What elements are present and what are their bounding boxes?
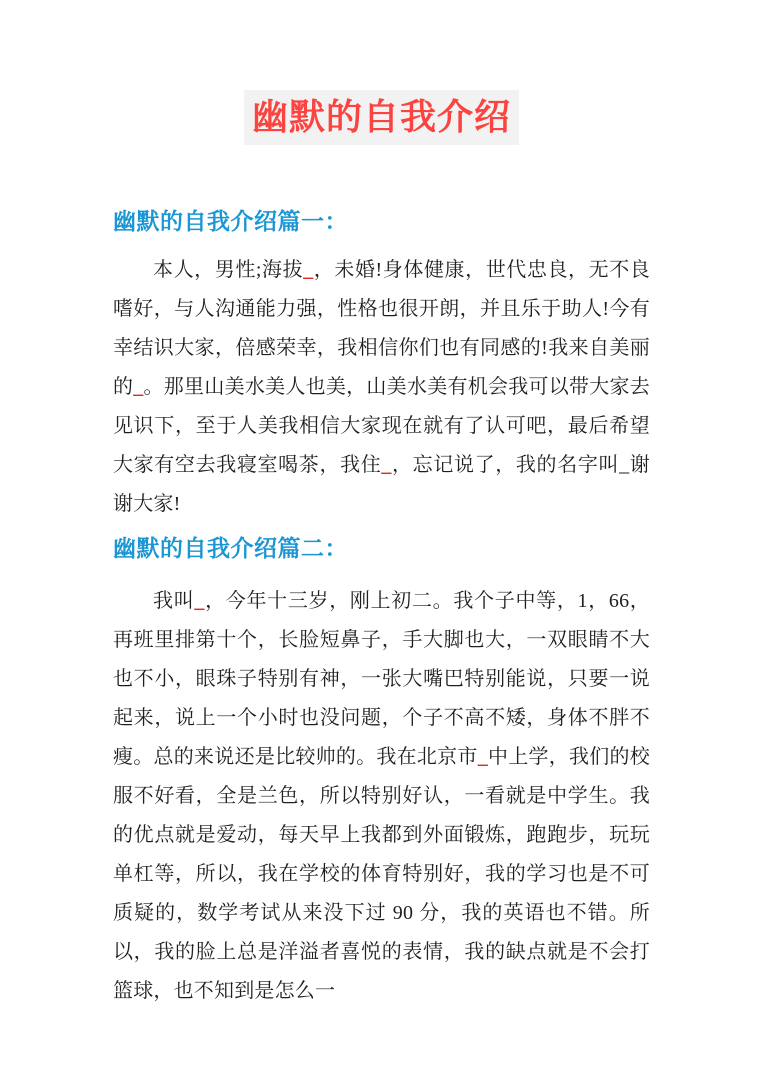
text-segment: ，未婚!身体健康，世代忠良，无不良嗜好，与人沟通能力强，性格也很开朗，并且乐于助人!今有幸结识大家，倍感荣幸，我相信你们也有同感的!我来自美丽的 xyxy=(113,259,650,398)
page-title: 幽默的自我介绍 xyxy=(244,90,519,145)
text-segment: 本人，男性;海拔 xyxy=(153,259,304,281)
text-segment: ，忘记说了，我的名字叫_谢谢大家! xyxy=(113,454,650,515)
fill-in-blank: _ xyxy=(477,746,488,768)
section-1-paragraph xyxy=(113,251,650,524)
fill-in-blank: _ xyxy=(381,454,392,476)
text-segment: 。那里山美水美人也美，山美水美有机会我可以带大家去见识下，至于人美我相信大家现在就有了认可吧，最后希望大家有空去我寝室喝茶，我住 xyxy=(113,376,651,476)
fill-in-blank: _ xyxy=(194,590,205,612)
section-1-heading: 幽默的自我介绍篇一： xyxy=(113,208,348,234)
text-segment: 中上学，我们的校服不好看，全是兰色，所以特别好认，一看就是中学生。我的优点就是爱动，每天早上我都到外面锻炼，跑跑步，玩玩单杠等，所以，我在学校的体育特别好，我的学习也是不可质疑的，数学考试从来没下过 90 分，我的英语也不错。所以，我的脸上总是洋溢者喜悦的表情，我的缺点就是不会打篮球，也不知到是怎么一 xyxy=(113,746,650,1002)
text-segment: ，今年十三岁，刚上初二。我个子中等，1，66，再班里排第十个，长脸短鼻子，手大脚也大，一双眼睛不大也不小，眼珠子特别有神，一张大嘴巴特别能说，只要一说起来，说上一个小时也没问题，个子不高不矮，身体不胖不瘦。总的来说还是比较帅的。我在北京市 xyxy=(113,590,650,768)
document-body xyxy=(113,205,650,1011)
text-segment: 我叫 xyxy=(153,590,195,612)
section-2-heading: 幽默的自我介绍篇二： xyxy=(113,535,348,561)
fill-in-blank: _ xyxy=(133,376,144,398)
fill-in-blank: _ xyxy=(303,259,314,281)
document-title-row xyxy=(0,90,763,145)
section-2-paragraph xyxy=(113,582,650,1011)
